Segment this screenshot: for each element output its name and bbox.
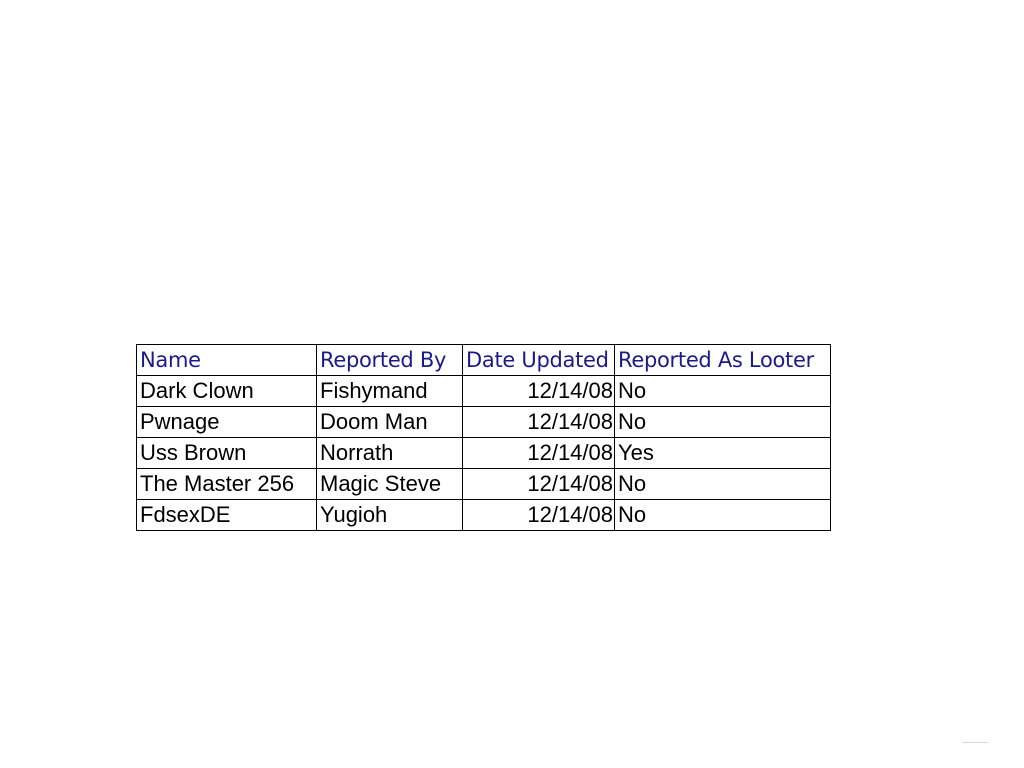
cell-name: Dark Clown: [137, 376, 317, 407]
slide-footer-divider: [962, 742, 988, 743]
cell-name: The Master 256: [137, 469, 317, 500]
cell-reported-by: Fishymand: [317, 376, 463, 407]
cell-reported-by: Norrath: [317, 438, 463, 469]
cell-reported-by: Doom Man: [317, 407, 463, 438]
cell-date-updated: 12/14/08: [463, 469, 615, 500]
table-row: [137, 376, 831, 407]
cell-reported-as-looter: No: [615, 469, 831, 500]
cell-date-updated: 12/14/08: [463, 500, 615, 531]
cell-reported-by: Yugioh: [317, 500, 463, 531]
looter-report-table: [136, 344, 831, 531]
cell-reported-as-looter: No: [615, 407, 831, 438]
table-row: [137, 500, 831, 531]
header-reported-as-looter: Reported As Looter: [615, 345, 831, 376]
cell-reported-by: Magic Steve: [317, 469, 463, 500]
cell-date-updated: 12/14/08: [463, 438, 615, 469]
cell-name: Pwnage: [137, 407, 317, 438]
table-row: [137, 407, 831, 438]
cell-date-updated: 12/14/08: [463, 376, 615, 407]
header-reported-by: Reported By: [317, 345, 463, 376]
cell-name: Uss Brown: [137, 438, 317, 469]
header-name: Name: [137, 345, 317, 376]
cell-name: FdsexDE: [137, 500, 317, 531]
cell-reported-as-looter: No: [615, 500, 831, 531]
table-row: [137, 438, 831, 469]
cell-reported-as-looter: No: [615, 376, 831, 407]
header-date-updated: Date Updated: [463, 345, 615, 376]
cell-reported-as-looter: Yes: [615, 438, 831, 469]
table-row: [137, 469, 831, 500]
header-row: [137, 345, 831, 376]
cell-date-updated: 12/14/08: [463, 407, 615, 438]
